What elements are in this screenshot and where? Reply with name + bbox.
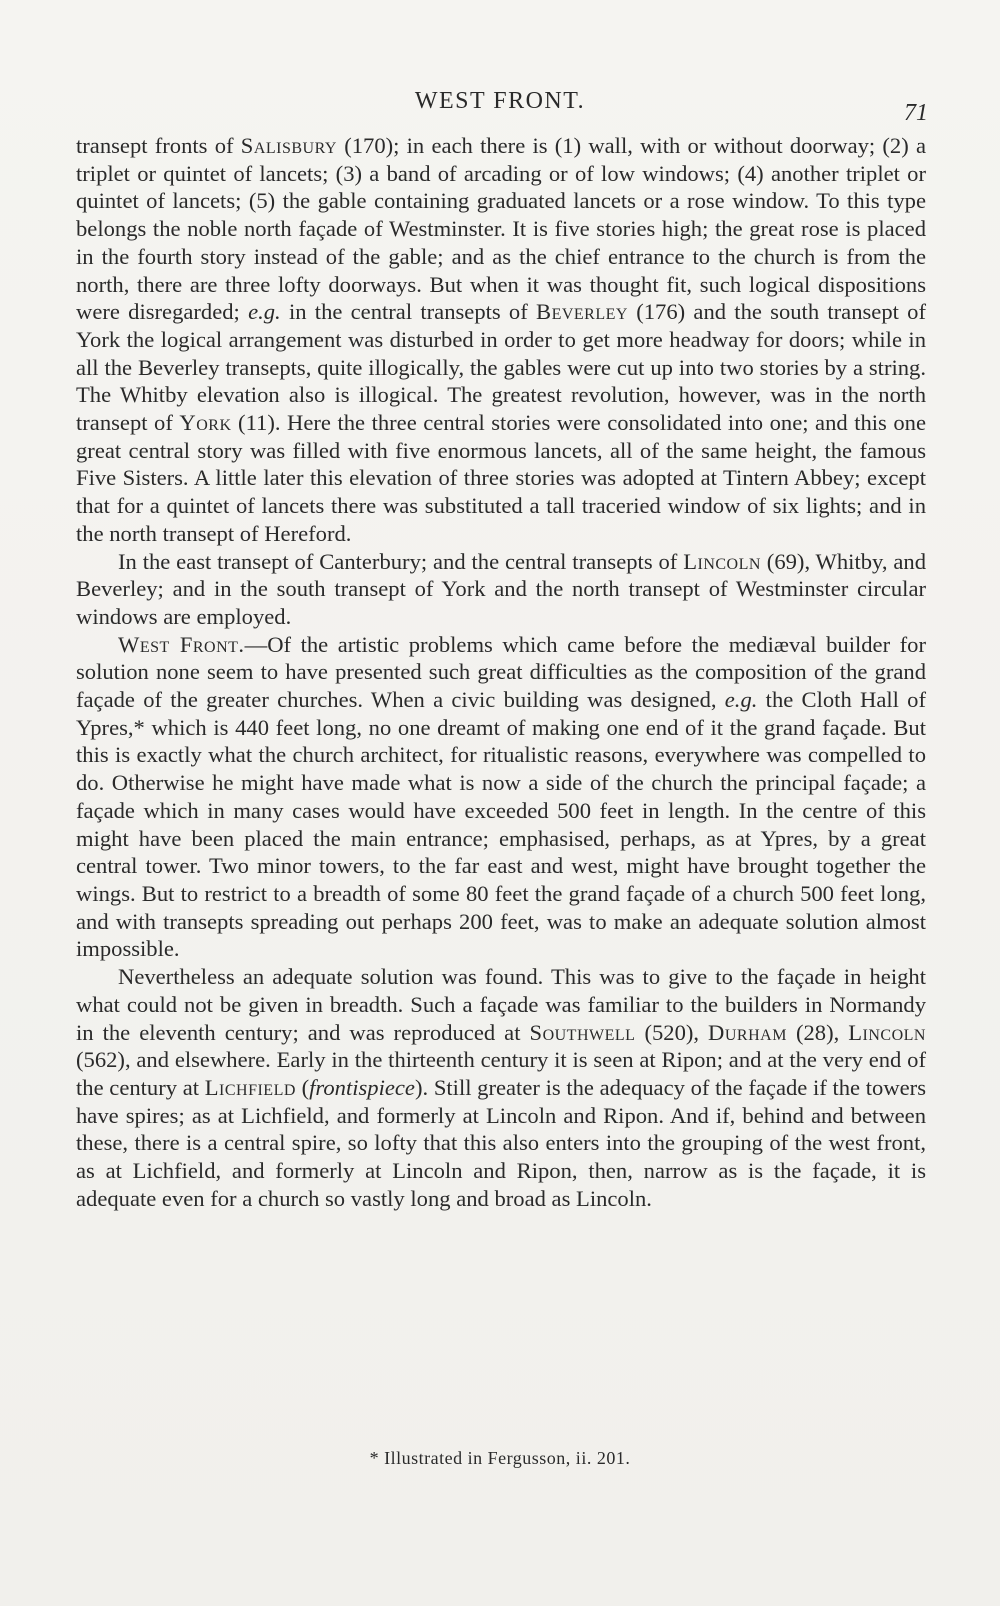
cross-reference: Durham xyxy=(708,1019,787,1045)
text-run: (520), xyxy=(635,1019,709,1045)
text-run: (176) and the south transept of York the logical arrangement was disturbed in order to get more headway for doors; while in all the Beverley transepts, quite illogically, the gables were cut up into two stories by a string. The Whitby elevation also is illogical. The greatest revolution, however, was in the north transept of xyxy=(76,299,926,436)
italic-abbrev: e.g. xyxy=(248,299,281,325)
text-run: —Of the artistic problems which came before the mediæval builder for solution none seem to have presented such great difficulties as the composition of the grand façade of the greater churches. When a civic building was designed, xyxy=(76,631,926,713)
paragraph-2 xyxy=(76,548,926,631)
text-run: (28), xyxy=(786,1019,849,1045)
text-run: (69), Whitby, and Beverley; and in the south transept of York and the north transept of Westminster circular windows are employed. xyxy=(76,548,926,629)
italic-reference: frontispiece xyxy=(309,1074,415,1100)
section-heading: West Front. xyxy=(118,631,245,657)
text-run: the Cloth Hall of Ypres,* which is 440 feet long, no one dreamt of making one end of it the grand façade. But this is exactly what the church architect, for ritualistic reasons, everywhere was compelled to do. Otherwise he might have made what is now a side of the church the principal façade; a façade which in many cases would have exceeded 500 feet in length. In the centre of this might have been placed the main entrance; emphasised, perhaps, as at Ypres, by a great central tower. Two minor towers, to the far east and west, might have brought together the wings. But to restrict to a breadth of some 80 feet the grand façade of a church 500 feet long, and with transepts spreading out perhaps 200 feet, was to make an adequate solution almost impossible. xyxy=(76,687,926,962)
cross-reference: Salisbury xyxy=(240,133,337,158)
text-run: (170); in each there is (1) wall, with or without doorway; (2) a triplet or quintet of lancets; (3) a band of arcading or of low windows; (4) another triplet or quintet of lancets; (5) the gable containing graduated lancets or a rose window. To this type belongs the noble north façade of Westminster. It is five stories high; the great rose is placed in the fourth story instead of the gable; and as the chief entrance to the church is from the north, there are three lofty doorways. But when it was thought fit, such logical dispositions were disregarded; xyxy=(76,133,927,325)
cross-reference: Lincoln xyxy=(848,1019,926,1045)
running-head: WEST FRONT. xyxy=(414,88,586,114)
paragraph-3 xyxy=(76,631,926,963)
text-run: (11). Here the three central stories were consolidated into one; and this one great central story was filled with five enormous lancets, all of the same height, the famous Five Sisters. A little later this elevation of three stories was adopted at Tintern Abbey; except that for a quintet of lancets there was substituted a tall traceried window of six lights; and in the north transept of Hereford. xyxy=(76,410,926,546)
page-number: 71 xyxy=(904,100,928,126)
text-run: transept fronts of xyxy=(76,133,241,158)
cross-reference: Beverley xyxy=(536,299,628,325)
footnote: * Illustrated in Fergusson, ii. 201. xyxy=(369,1448,631,1468)
text-run: ). Still greater is the adequacy of the façade if the towers have spires; as at Lichfield, and formerly at Lincoln and Ripon. And if, behind and between these, there is a central spire, so lofty that this also enters into the grouping of the west front, as at Lichfield, and formerly at Lincoln and Ripon, then, narrow as is the façade, it is adequate even for a church so vastly long and broad as Lincoln. xyxy=(76,1074,927,1211)
cross-reference: Lincoln xyxy=(683,548,761,574)
paragraph-4 xyxy=(76,963,926,1212)
cross-reference: Lichfield xyxy=(204,1074,296,1100)
text-run: in the central transepts of xyxy=(280,299,537,325)
text-run: ( xyxy=(295,1074,310,1100)
paragraph-1 xyxy=(76,132,926,548)
text-run: Nevertheless an adequate solution was found. This was to give to the façade in height what could not be given in breadth. Such a façade was familiar to the builders in Normandy in the eleventh century; and was reproduced at xyxy=(76,964,926,1045)
cross-reference: Southwell xyxy=(529,1019,636,1045)
body-text xyxy=(76,132,926,1212)
italic-abbrev: e.g. xyxy=(724,687,758,713)
text-run: (562), and elsewhere. Early in the thirteenth century it is seen at Ripon; and at the very end of the century at xyxy=(76,1047,926,1100)
cross-reference: York xyxy=(179,410,232,436)
text-run: In the east transept of Canterbury; and the central transepts of xyxy=(118,548,684,574)
